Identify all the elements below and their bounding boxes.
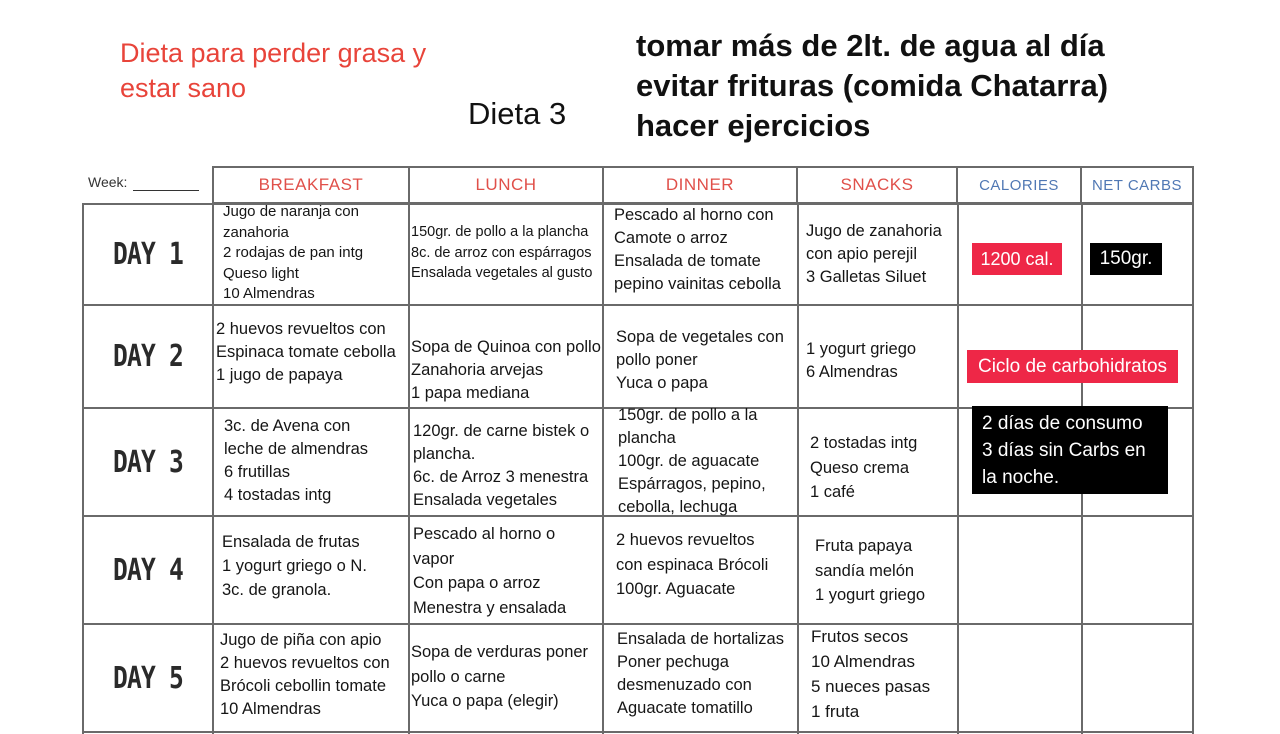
day1-lunch: 150gr. de pollo a la plancha 8c. de arroz con espárragos Ensalada vegetales al gusto [411,224,593,281]
day2-breakfast: 2 huevos revueltos con Espinaca tomate cebolla 1 jugo de papaya [216,320,396,384]
column-header-snacks: SNACKS [798,166,958,204]
day3-breakfast: 3c. de Avena con leche de almendras 6 frutillas 4 tostadas intg [224,417,369,504]
day4-snacks: Fruta papaya sandía melón 1 yogurt griego [815,537,926,604]
column-header-net-carbs: NET CARBS [1082,166,1194,204]
diet-title: Dieta para perder grasa y estar sano [120,38,427,103]
day3-snacks: 2 tostadas intg Queso crema 1 café [810,434,918,501]
day-label-2: DAY 2 [113,339,183,374]
week-label: Week: [88,174,128,190]
column-header-lunch: LUNCH [410,166,604,204]
week-blank-line [133,190,199,191]
day5-breakfast: Jugo de piña con apio 2 huevos revueltos con Brócoli cebollin tomate 10 Almendras [220,631,390,718]
day5-dinner: Ensalada de hortalizas Poner pechuga desmenuzado con Aguacate tomatillo [617,630,784,717]
calories-badge: 1200 cal. [972,243,1062,275]
column-header-dinner: DINNER [604,166,798,204]
column-header-calories: CALORIES [958,166,1082,204]
day4-lunch: Pescado al horno o vapor Con papa o arroz Menestra y ensalada [413,525,567,617]
day2-lunch: Sopa de Quinoa con pollo Zanahoria arvejas 1 papa mediana [411,338,601,402]
net-carbs-badge: 150gr. [1090,243,1162,275]
tip-item: tomar más de 2lt. de agua al día [636,28,1105,63]
day4-dinner: 2 huevos revueltos con espinaca Brócoli 100gr. Aguacate [616,531,769,598]
carb-cycle-note: 2 días de consumo 3 días sin Carbs en la noche. [972,406,1168,494]
day3-dinner: 150gr. de pollo a la plancha 100gr. de aguacate Espárragos, pepino, cebolla, lechuga [618,406,766,516]
day5-snacks: Frutos secos 10 Almendras 5 nueces pasas 1 fruta [811,627,931,721]
day-label-1: DAY 1 [113,237,183,272]
day5-lunch: Sopa de verduras poner pollo o carne Yuca o papa (elegir) [411,643,589,710]
tips-list [636,26,1256,146]
day1-breakfast: Jugo de naranja con zanahoria 2 rodajas de pan intg Queso light 10 Almendras [223,203,364,302]
carb-cycle-badge: Ciclo de carbohidratos [967,350,1178,383]
day3-lunch: 120gr. de carne bistek o plancha. 6c. de Arroz 3 menestra Ensalada vegetales [413,422,590,509]
day-label-3: DAY 3 [113,444,183,480]
day2-snacks: 1 yogurt griego 6 Almendras [806,340,917,381]
day-label-4: DAY 4 [113,552,183,588]
day-label-5: DAY 5 [113,660,183,696]
day2-dinner: Sopa de vegetales con pollo poner Yuca o papa [616,328,784,392]
day1-snacks: Jugo de zanahoria con apio perejil 3 Galletas Siluet [806,222,942,286]
tip-item: hacer ejercicios [636,108,871,143]
day1-dinner: Pescado al horno con Camote o arroz Ensalada de tomate pepino vainitas cebolla [614,206,781,293]
diet-subtitle: Dieta 3 [468,96,567,131]
tip-item: evitar frituras (comida Chatarra) [636,68,1109,103]
column-header-breakfast: BREAKFAST [212,166,410,204]
day4-breakfast: Ensalada de frutas 1 yogurt griego o N. 3c. de granola. [222,533,367,599]
